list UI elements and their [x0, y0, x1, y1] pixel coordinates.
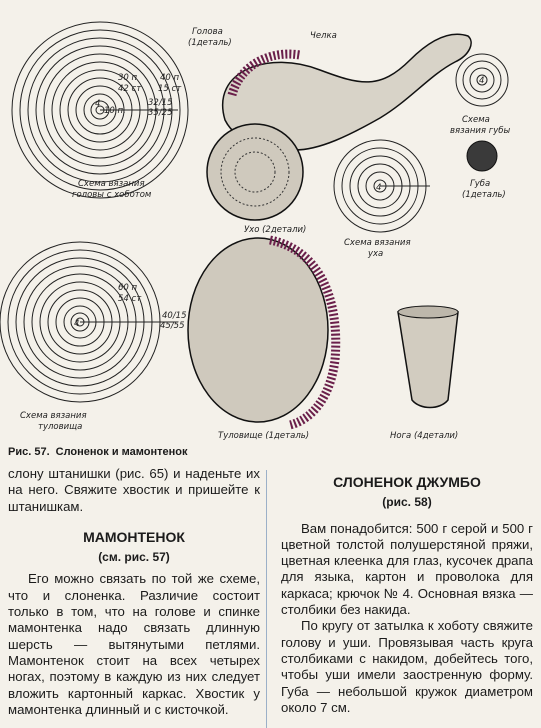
section-subheading: (рис. 58) [382, 495, 432, 510]
ear-chart-caption: уха [368, 249, 384, 259]
left-column [8, 466, 260, 718]
body-chart-center-label: 4 [74, 319, 80, 329]
right-column [281, 470, 533, 716]
head-chart-ring-c-label: 35/25 [148, 108, 173, 118]
head-chart-ring-a-label: 42 ст [118, 84, 142, 94]
body-chart-ring-label: 60 п [118, 283, 138, 293]
column-divider [266, 470, 267, 728]
body-chart [0, 242, 178, 402]
leg-illustration [398, 306, 458, 408]
head-chart-caption: Схема вязания [78, 179, 145, 189]
body-illustration [188, 238, 336, 425]
body-chart-ring-label: 45/55 [160, 321, 185, 331]
ear-chart [334, 140, 430, 232]
section-heading: МАМОНТЕНОК [83, 528, 185, 545]
intro-paragraph: слону штанишки (рис. 65) и наденьте их на него. Свяжите хвостик и пришейте к штанишкам. [8, 466, 260, 514]
lip-chart-caption: вязания губы [450, 126, 511, 136]
figure-number: Рис. 57. [8, 446, 50, 458]
head-chart-ring-b-label: 40 п [160, 73, 180, 83]
body-paragraph: По кругу от затылка к хоботу свяжите голову и уши. Провязывая часть круга столбиками с накидом, добейтесь того, чтобы уши имели заостренную форму. Губа — небольшой кружок диаметром около 7 см. [281, 618, 533, 715]
hair-callout: Челка [310, 31, 337, 41]
lip-piece [467, 141, 497, 171]
body-callout: Туловище (1деталь) [218, 431, 310, 441]
figure-caption [8, 446, 187, 458]
body-paragraph: Вам понадобится: 500 г серой и 500 г цветной толстой полушерстяной пряжи, цветная клеенка для глаз, кусочек драпа для языка, картон и проволока для каркаса; крючок № 4. Основная вязка — столбики без накида. [281, 520, 533, 618]
section-subheading: (см. рис. 57) [98, 550, 170, 565]
body-chart-caption: туловища [38, 422, 83, 432]
section-heading: СЛОНЕНОК ДЖУМБО [333, 474, 481, 490]
head-with-trunk-illustration [207, 34, 471, 220]
body-paragraph: Его можно связать по той же схеме, что и слоненка. Различие состоит только в том, что на голове и спинке мамонтенка надо связать длинную шерсть — вытянутыми петлями. Мамонтенок стоит на всех четырех ногах, поэтому в каждую из них следует вложить картонный каркас. Хвостик у мамонтенка длинный и с кисточкой. [8, 571, 260, 717]
ear-chart-caption: Схема вязания [344, 238, 411, 248]
lip-chart-caption: Схема [462, 115, 490, 125]
lip-piece-label: (1деталь) [462, 190, 506, 200]
head-chart-ring-b-label: 15 ст [158, 84, 182, 94]
head-chart-ring-c-label: 32/15 [148, 98, 173, 108]
figure-title: Слоненок и мамонтенок [55, 446, 188, 458]
ear-chart-center-label: 4 [376, 183, 382, 193]
body-chart-caption: Схема вязания [20, 411, 87, 421]
lip-piece-label: Губа [470, 179, 491, 189]
body-chart-ring-label: 54 ст [118, 294, 142, 304]
head-callout: Голова [192, 27, 223, 37]
head-chart-caption: головы с хоботом [72, 190, 152, 200]
head-callout: (1деталь) [188, 38, 232, 48]
head-chart-center-label: 4 [95, 99, 101, 109]
ear-callout: Ухо (2детали) [244, 225, 307, 235]
leg-callout: Нога (4детали) [390, 431, 459, 441]
lip-chart-center-label: 4 [479, 76, 485, 86]
head-chart-ring-a-label: 30 п [118, 73, 138, 83]
head-chart-center-label: 10 п. [104, 106, 126, 116]
body-chart-ring-label: 40/15 [162, 311, 187, 321]
